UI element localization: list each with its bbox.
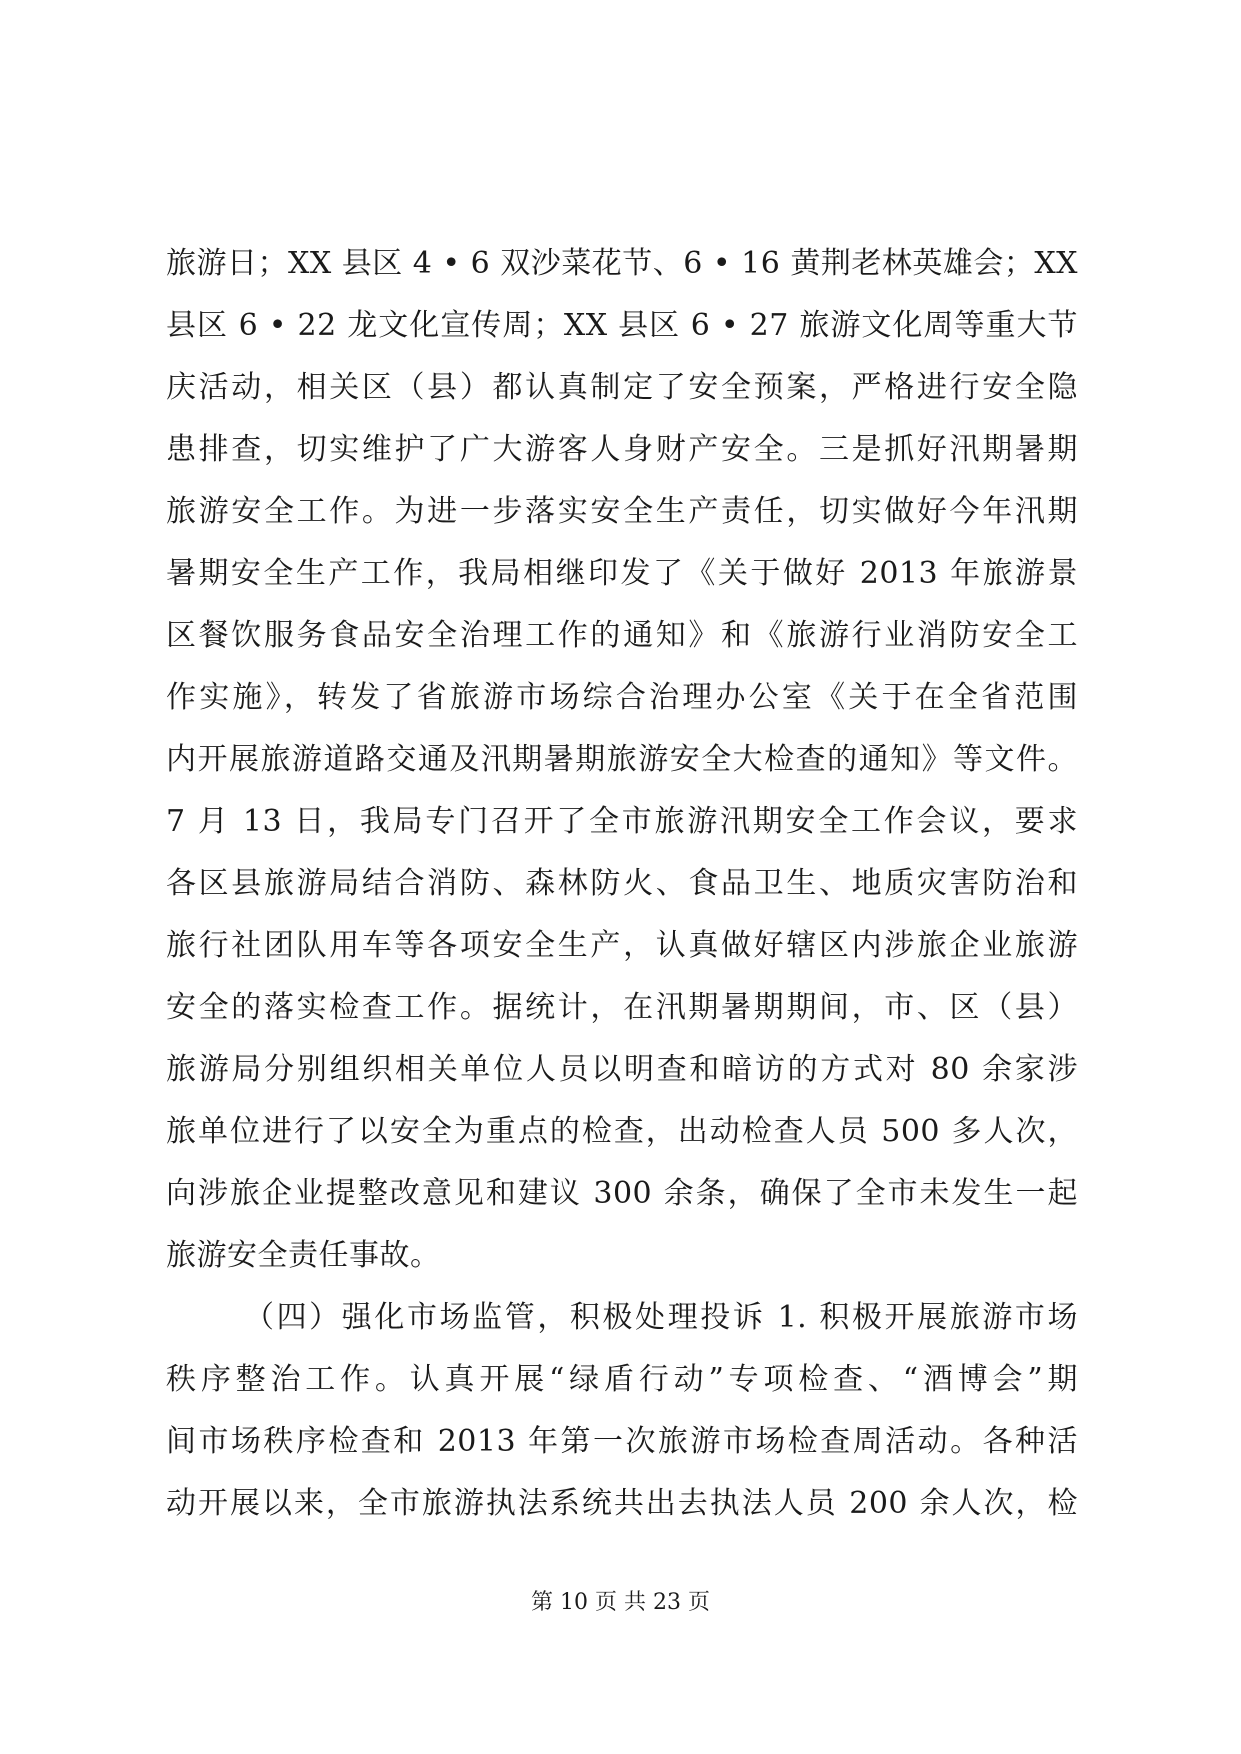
text-line: 暑期安全生产工作，我局相继印发了《关于做好 2013 年旅游景 — [166, 556, 1078, 591]
page-footer: 第 10 页 共 23 页 — [531, 1590, 710, 1615]
text-line: 间市场秩序检查和 2013 年第一次旅游市场检查周活动。各种活 — [166, 1424, 1078, 1459]
text-line: 向涉旅企业提整改意见和建议 300 余条，确保了全市未发生一起 — [166, 1176, 1078, 1211]
text-line: 旅游局分别组织相关单位人员以明查和暗访的方式对 80 余家涉 — [166, 1052, 1078, 1087]
text-line: 县区 6 • 22 龙文化宣传周；XX 县区 6 • 27 旅游文化周等重大节 — [166, 308, 1078, 343]
text-line: 旅游安全工作。为进一步落实安全生产责任，切实做好今年汛期 — [166, 494, 1078, 529]
text-line: （四）强化市场监管，积极处理投诉 1. 积极开展旅游市场 — [244, 1300, 1078, 1335]
text-line: 庆活动，相关区（县）都认真制定了安全预案，严格进行安全隐 — [166, 370, 1078, 405]
text-line: 旅游日；XX 县区 4 • 6 双沙菜花节、6 • 16 黄荆老林英雄会；XX — [166, 246, 1079, 281]
text-line: 作实施》，转发了省旅游市场综合治理办公室《关于在全省范围 — [166, 680, 1078, 715]
text-line: 安全的落实检查工作。据统计，在汛期暑期期间，市、区（县） — [166, 990, 1078, 1025]
paragraph-1 — [166, 233, 1078, 1287]
text-line: 旅游安全责任事故。 — [166, 1238, 441, 1273]
text-line: 患排查，切实维护了广大游客人身财产安全。三是抓好汛期暑期 — [166, 432, 1078, 467]
text-line: 旅单位进行了以安全为重点的检查，出动检查人员 500 多人次， — [166, 1114, 1078, 1149]
text-line: 秩序整治工作。认真开展“绿盾行动”专项检查、“酒博会”期 — [166, 1362, 1078, 1397]
document-body — [166, 233, 1078, 1535]
text-line: 各区县旅游局结合消防、森林防火、食品卫生、地质灾害防治和 — [166, 866, 1078, 901]
text-line: 旅行社团队用车等各项安全生产，认真做好辖区内涉旅企业旅游 — [166, 928, 1078, 963]
text-line: 7 月 13 日，我局专门召开了全市旅游汛期安全工作会议，要求 — [166, 804, 1078, 839]
text-line: 区餐饮服务食品安全治理工作的通知》和《旅游行业消防安全工 — [166, 618, 1078, 653]
text-line: 动开展以来，全市旅游执法系统共出去执法人员 200 余人次，检 — [166, 1486, 1078, 1521]
paragraph-2 — [166, 1287, 1078, 1535]
text-line: 内开展旅游道路交通及汛期暑期旅游安全大检查的通知》等文件。 — [166, 742, 1078, 777]
